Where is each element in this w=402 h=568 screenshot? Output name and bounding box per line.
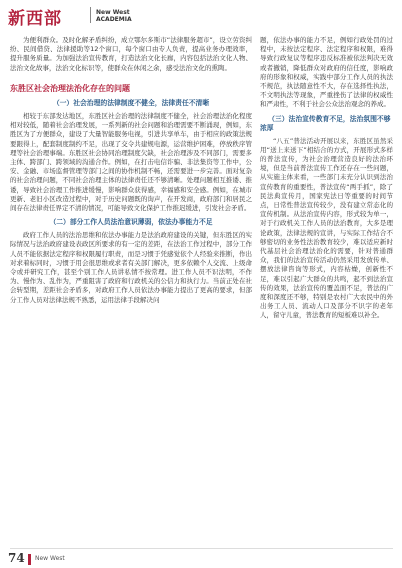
magazine-logo: 新西部	[8, 9, 62, 29]
footer-accent-bar	[28, 554, 31, 565]
page-number: 74	[8, 551, 25, 565]
logo-en-line2: ACADEMIA	[96, 16, 132, 23]
subsection-1-paragraph: 相较于东部发达地区，东胜区社会治理的法律制度不健全，社会治理法治化程度相对较低，随着社会治理发展，一系列新的社会问题和治理需要不断涌现，例如，东胜区为了方便群众，建设了大量智能服务电视，引进共享单车，由于相应的政策法规要跟得上，配套制度制约不足，出现了交令共建规电源，运营维护困难，停放秩序管理等社会治理事端。东胜区社会协同治理制度欠缺，社会治理涉及不同部门，需要多主体、跨部门、跨领域的沟通合作。例如，在打击电信诈骗、非法集资等工作中，公安、金融、市场监督管理等部门之间的协作机制不畅，还需要进一步完善。面对复杂的社会治理问题，不同社会治理主体的法律责任还不够清晰。处理问题相互推诿、推诿，导致社会治理工作推进缓慢，影响群众获得感，幸福感和安全感。例如，在城市更新、老旧小区改造过程中，对于历史问题既的询声，在开发商，政府部门和居民之间存在法律责任界定不清的情况，可能导致文化保护工作推迟缓进，引发社会矛盾。	[10, 112, 252, 213]
magazine-logo-english	[96, 9, 132, 23]
page-footer	[0, 548, 402, 568]
subsection-title-2: （二）部分工作人员法治意识薄弱，依法办事能力不足	[49, 218, 213, 227]
right-column	[260, 36, 393, 321]
page-header	[0, 0, 402, 36]
subsection-title-3: （三）法治宣传教育不足，法治氛围不够浓厚	[260, 114, 391, 132]
footer-magazine-name: New West	[35, 555, 65, 562]
subsection-title-1: （一）社会治理的法律制度不健全，法律责任不清晰	[52, 99, 210, 108]
subsection-2-paragraph: 政府工作人员的法治思维和依法办事能力是法治政府建设的关键，但东胜区的实际情况与法治政府建设表政区所要求的有一定的差距，在法治工作过程中，部分工作人员不能依据法定程序和权限履行职责，而是习惯于凭感觉依个人经验来推断，作出对求着标同时，习惯于用会很思维或求者有关部门解决，更多依赖个人交流、上级命令或并研究工作，甚至个别工作人员讲私情不按常理。进工作人员不识法明，不作为、慢作为、乱作为，严重阻害了政府和行政机关的公信力和执行力。当前正处在社会转型期，差距社会矛盾多，对政府工作人员依法办事能力提出了更高的要求，但部分工作人员对法律法规不熟悉，运用法律手段解决问	[10, 231, 252, 304]
logo-separator	[90, 7, 91, 23]
logo-en-line1: New West	[96, 9, 130, 16]
intro-paragraph: 为便利群众。及时化解矛盾纠纷，成立鄂尔多斯市“法律服务超市”，设立劳资纠纷、民间借贷、法律援助等12个窗口，每个窗口由专人负责，提高业务办理效率，提升服务质量。为加强法治宣传教育，打造法治文化长廊，内容包括法治文化人物、法治文化故事，法治文化标识等，使群众在休闲之余，感受法治文化的熏陶。	[10, 36, 252, 72]
footer-divider	[10, 548, 393, 549]
subsection-3-paragraph: “八五”普法活动开展以来，东胜区虽然采用“送上来送下”相结合的方式，开展形式多样的普法宣传，为社会治理营造良好的法治环境，但是当前普法宣传工作还存在一些问题，从实施主体来看，一些部门未充分认识到法治宣传教育的重要性，普法宣传“两手抓”，除了民法典宣传月，国家宪法日等重要的时间节点，日常性普法宣传较少，没有建立常态化的宣传机制。从法治宣传内容，形式较为单一，对于行政机关工作人员的法治教育，大多是理论政策，法律法规的宣讲，与实际工作结合不够密切的业务性法治教育较少，难以适应新时代基层社会治理法治化的需要，针对普通群众，我们的法治宣传活动仍然采用发放传单、摆放法律咨询等形式，内容枯燥，创新性不足，难以引起广大群众的共鸣，起不到法治宣传的效果，法治宣传的覆盖面不足，普法的广度和深度还不够，特别是农村广大农民中的外出务工人员、流动人口及部分不识字的老年人，留守儿童，普法教育的短板难以补全。	[260, 136, 393, 320]
continued-paragraph: 题，依法办事的能力不足，例如行政处罚的过程中，未按法定程序、法定程序和权限，难得导致行政复议等程序违反标准被依法判决无效或者撤销，降低群众对政府的信任度，影响政府的形象和权威，实践中部分工作人员的执法不规范，执法随意性不大，存在选择性执法，不文明执法等现象，严重挫伤了法律的权威性和严肃性，不利于社会公众法治观念的养成。	[260, 36, 393, 109]
section-title: 东胜区社会治理法治化存在的问题	[10, 83, 130, 93]
left-column	[10, 36, 252, 305]
